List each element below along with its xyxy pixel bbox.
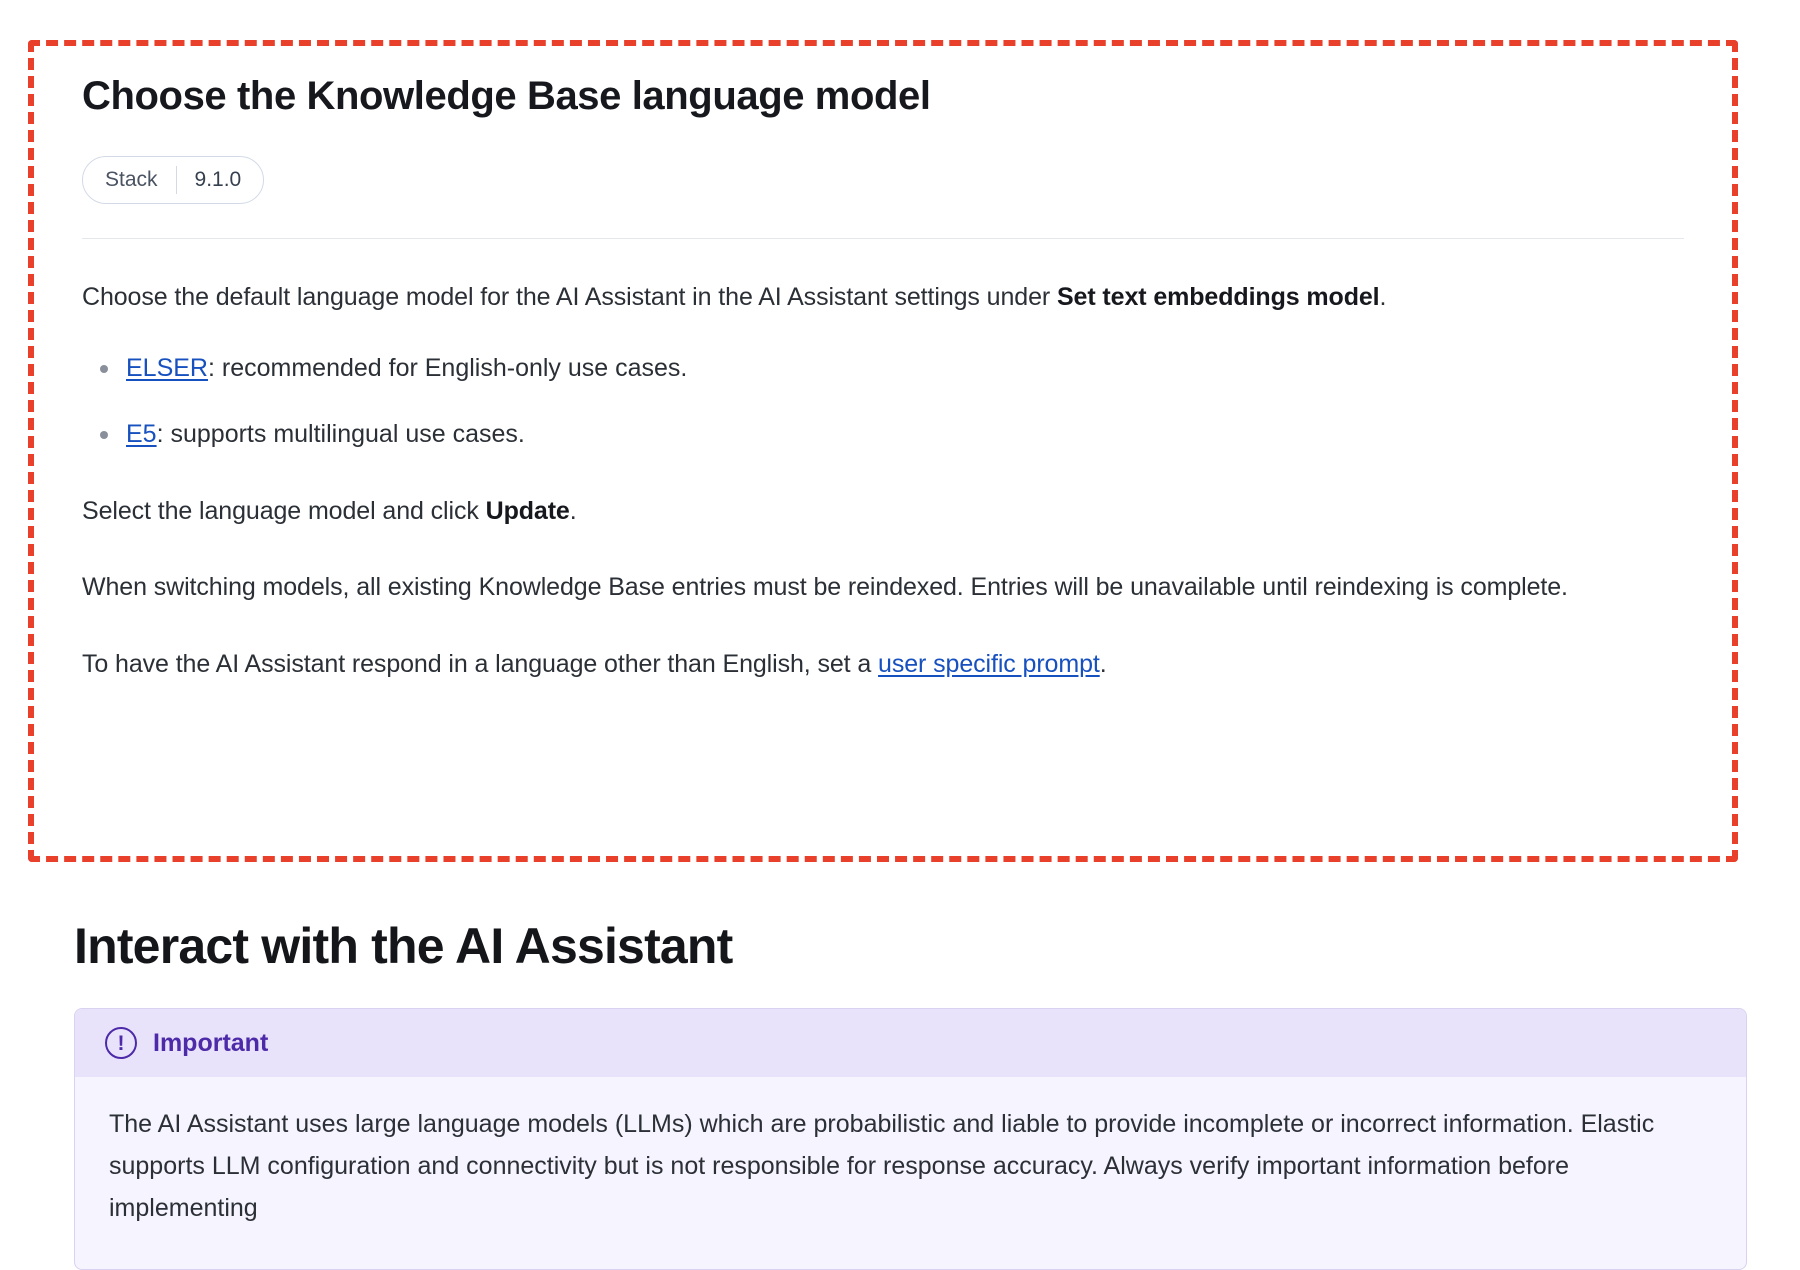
update-button-term: Update	[485, 496, 570, 525]
callout-body	[75, 1077, 1746, 1269]
list-item	[126, 414, 1684, 455]
intro-text-after: .	[1379, 283, 1387, 311]
callout-title: Important	[153, 1028, 269, 1057]
prompt-text-after: .	[1099, 649, 1107, 678]
applies-to-version: 9.1.0	[194, 168, 242, 191]
select-text-before: Select the language model and click	[82, 496, 486, 525]
select-text-after: .	[569, 496, 577, 525]
intro-text-before: Choose the default language model for the AI Assistant in the AI Assistant settings under	[82, 283, 1057, 311]
section-content	[34, 46, 1732, 684]
elser-description: : recommended for English-only use cases.	[207, 353, 688, 382]
e5-link[interactable]: E5	[126, 420, 157, 448]
intro-bold-term: Set text embeddings model	[1056, 283, 1380, 311]
applies-to-label: Stack	[105, 168, 158, 191]
highlighted-section	[28, 40, 1738, 862]
callout-text: The AI Assistant uses large language models (LLMs) which are probabilistic and liable to provide incomplete or incorrect information. Elastic supports LLM configuration and connectivity but is not responsible for response accuracy. Always verify important information before implementing	[109, 1110, 1655, 1222]
header-divider	[82, 238, 1684, 239]
important-callout	[74, 1008, 1747, 1270]
prompt-text-before: To have the AI Assistant respond in a language other than English, set a	[82, 649, 879, 678]
applies-to-badge	[82, 156, 264, 204]
select-model-paragraph	[82, 491, 1684, 532]
callout-header	[75, 1009, 1746, 1077]
intro-paragraph	[82, 277, 1684, 318]
badge-divider	[176, 166, 177, 194]
exclamation-icon: !	[105, 1027, 137, 1059]
model-options-list	[82, 348, 1684, 455]
section-title: Choose the Knowledge Base language model	[82, 74, 931, 118]
user-specific-prompt-link[interactable]: user specific prompt	[878, 649, 1100, 678]
page-heading-interact: Interact with the AI Assistant	[74, 918, 733, 974]
list-item	[126, 348, 1684, 389]
e5-description: : supports multilingual use cases.	[156, 420, 525, 448]
reindex-paragraph: When switching models, all existing Knowledge Base entries must be reindexed. Entries will be unavailable until reindexing is complete.	[82, 573, 1568, 601]
prompt-paragraph	[82, 644, 1684, 685]
elser-link[interactable]: ELSER	[126, 353, 208, 382]
